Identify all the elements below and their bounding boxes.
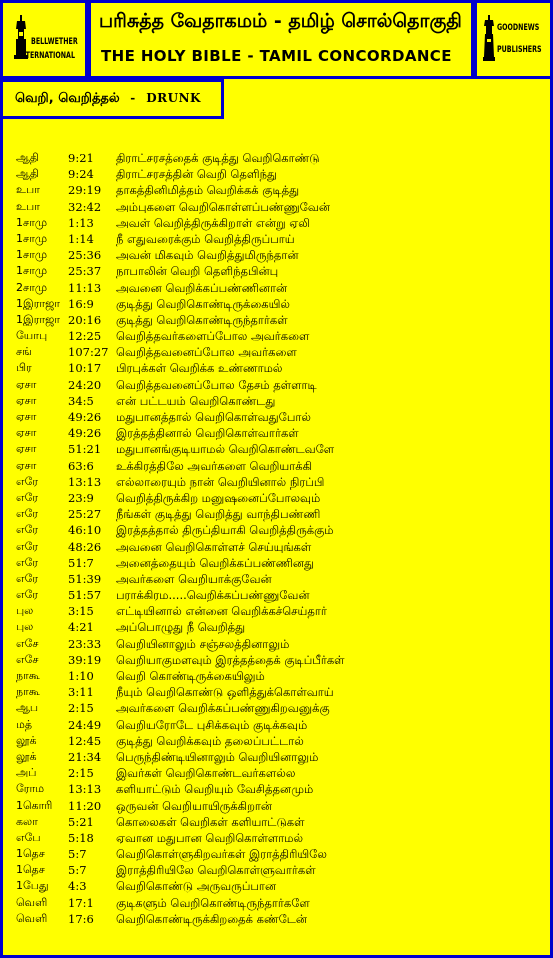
verse-reference: 10:17 — [68, 361, 102, 376]
verse-book: எரே — [16, 507, 39, 521]
verse-row — [16, 182, 546, 198]
verse-reference: 51:39 — [68, 571, 102, 586]
verse-text: வெறித்திருக்கிற மனுஷனைப்போலவும் — [116, 490, 321, 505]
verse-text: வெறித்தவனைப்போல அவர்களை — [116, 345, 297, 360]
goodnews-logo-box — [474, 0, 553, 79]
verse-reference: 9:21 — [68, 151, 94, 165]
verse-row — [16, 814, 546, 830]
verse-text: வெறிகொண்டு அருவருப்பான — [116, 879, 277, 894]
title-english: THE HOLY BIBLE - TAMIL CONCORDANCE — [101, 47, 452, 65]
verse-row — [16, 571, 546, 587]
verse-reference: 20:16 — [68, 312, 102, 327]
verse-text: வெறியினாலும் சஞ்சலத்தினாலும் — [116, 636, 290, 651]
verse-book: மத் — [16, 717, 33, 731]
verse-reference: 2:15 — [68, 701, 94, 716]
verse-reference: 51:57 — [68, 588, 102, 603]
verse-reference: 5:21 — [68, 814, 94, 829]
verse-reference: 12:25 — [68, 329, 102, 344]
verse-book: எரே — [16, 571, 39, 585]
verse-row — [16, 474, 546, 490]
verse-reference: 17:6 — [68, 911, 94, 926]
verse-reference: 1:10 — [68, 669, 94, 683]
verse-text: வெறியரோடே புசிக்கவும் குடிக்கவும் — [116, 717, 308, 732]
verse-reference: 29:19 — [68, 183, 102, 198]
verse-text: குடித்து வெறிகொண்டிருக்கையில் — [116, 296, 290, 311]
verse-row — [16, 700, 546, 716]
verse-book: ஏசா — [16, 442, 37, 456]
verse-row — [16, 231, 546, 247]
verse-reference: 49:26 — [68, 410, 102, 424]
verse-row — [16, 150, 546, 166]
verse-reference: 12:45 — [68, 733, 102, 748]
verse-text: மதுபானத்தால் வெறிகொள்வதுபோல் — [116, 410, 311, 424]
verse-book: அப் — [16, 766, 37, 780]
verse-book: ஏசா — [16, 393, 37, 407]
verse-text: இவர்கள் வெறிகொண்டவர்களல்ல — [116, 766, 296, 781]
verse-book: ஏசா — [16, 410, 37, 423]
verse-row — [16, 733, 546, 749]
verse-text: பிரபுக்கள் வெறிக்க உண்ணாமல் — [116, 361, 283, 376]
lighthouse-icon — [483, 15, 495, 61]
verse-text: மதுபானங்குடியாமல் வெறிகொண்டவளே — [116, 442, 335, 457]
verse-book: எரே — [16, 588, 39, 602]
verse-row — [16, 506, 546, 522]
bellwether-logo — [3, 3, 85, 76]
verse-row — [16, 652, 546, 668]
verse-text: குடித்து வெறிகொண்டிருந்தார்கள் — [116, 312, 288, 327]
verse-book: 1சாமு — [16, 215, 48, 229]
verse-text: திராட்சரசத்தைக் குடித்து வெறிகொண்டு — [116, 151, 320, 165]
logo-right-line1: GOODNEWS — [497, 23, 540, 33]
verse-book: 1கொரி — [16, 798, 53, 812]
verse-text: இரத்தத்தினால் வெறிகொள்வார்கள் — [116, 426, 299, 441]
logo-left-line2: INTERNATIONAL — [18, 51, 75, 61]
verse-row — [16, 328, 546, 344]
verse-text: அவள் வெறித்திருக்கிறாள் என்று ஏலி — [116, 215, 310, 230]
verse-book: 1சாமு — [16, 231, 48, 245]
verse-book: சங் — [16, 345, 32, 359]
verse-reference: 107:27 — [68, 345, 109, 360]
verse-book: 1சாமு — [16, 264, 48, 278]
verse-row — [16, 296, 546, 312]
verse-book: நாகூ — [16, 669, 40, 682]
verse-row — [16, 539, 546, 555]
goodnews-logo — [477, 3, 550, 76]
verse-book: கலா — [16, 814, 38, 828]
verse-row — [16, 798, 546, 814]
verse-row — [16, 312, 546, 328]
verse-row — [16, 199, 546, 215]
verse-text: அம்புகளை வெறிகொள்ளப்பண்ணுவேன் — [116, 199, 330, 214]
verse-reference: 51:21 — [68, 442, 102, 457]
verse-row — [16, 895, 546, 911]
verse-reference: 17:1 — [68, 895, 94, 910]
verse-text: களியாட்டும் வெறியும் வேசித்தனமும் — [116, 782, 314, 797]
verse-reference: 39:19 — [68, 652, 102, 667]
verse-book: வெளி — [16, 911, 48, 925]
verse-reference: 25:27 — [68, 507, 102, 522]
verse-row — [16, 458, 546, 474]
verse-row — [16, 247, 546, 263]
verse-reference: 5:7 — [68, 863, 87, 878]
verse-text: இரத்தத்தால் திருப்தியாகி வெறித்திருக்கும் — [116, 523, 334, 538]
verse-row — [16, 846, 546, 862]
verse-reference: 63:6 — [68, 458, 94, 473]
verse-text: தாகத்தினிமித்தம் வெறிக்கக் குடித்து — [116, 183, 300, 198]
verse-text: கொலைகள் வெறிகள் களியாட்டுகள் — [116, 814, 305, 829]
verse-row — [16, 862, 546, 878]
verse-list — [16, 150, 546, 927]
verse-text: அப்பொழுது நீ வெறித்து — [116, 620, 246, 635]
verse-book: நாகூ — [16, 685, 40, 699]
bellwether-logo-box — [0, 0, 88, 79]
verse-reference: 16:9 — [68, 296, 94, 311]
verse-book: ஏசா — [16, 377, 37, 391]
verse-book: ஏசா — [16, 426, 37, 440]
verse-row — [16, 781, 546, 797]
verse-row — [16, 603, 546, 619]
verse-row — [16, 166, 546, 182]
verse-book: பிர — [16, 361, 32, 375]
verse-book: உபா — [16, 183, 40, 197]
verse-row — [16, 749, 546, 765]
verse-book: எசே — [16, 652, 39, 666]
verse-row — [16, 555, 546, 571]
verse-row — [16, 280, 546, 296]
verse-text: வெறித்தவர்களைப்போல அவர்களை — [116, 329, 310, 344]
verse-row — [16, 441, 546, 457]
verse-book: 2சாமு — [16, 280, 48, 294]
verse-row — [16, 765, 546, 781]
verse-text: பெருந்திண்டியினாலும் வெறியினாலும் — [116, 749, 319, 764]
verse-reference: 13:13 — [68, 782, 102, 797]
verse-reference: 48:26 — [68, 539, 102, 554]
verse-text: ஒருவன் வெறியாயிருக்கிறான் — [116, 798, 273, 813]
verse-text: ஏவான மதுபான வெறிகொள்ளாமல் — [116, 830, 304, 845]
verse-reference: 2:15 — [68, 766, 94, 781]
verse-text: குடிகளும் வெறிகொண்டிருந்தார்களே — [116, 895, 310, 910]
verse-row — [16, 344, 546, 360]
verse-text: நீ எதுவரைக்கும் வெறித்திருப்பாய் — [116, 231, 295, 246]
topic-box — [0, 79, 224, 119]
verse-reference: 3:11 — [68, 685, 94, 700]
verse-reference: 51:7 — [68, 555, 94, 570]
verse-book: யோபு — [16, 329, 48, 343]
verse-text: உக்கிரத்திலே அவர்களை வெறியாக்கி — [116, 458, 312, 473]
verse-book: ஆதி — [16, 167, 39, 181]
verse-book: புல — [16, 604, 34, 618]
verse-reference: 24:20 — [68, 377, 102, 392]
verse-book: எரே — [16, 490, 39, 504]
verse-text: என் பட்டயம் வெறிகொண்டது — [116, 393, 276, 408]
verse-row — [16, 717, 546, 733]
verse-book: வெளி — [16, 895, 48, 909]
title-banner — [88, 0, 474, 79]
verse-book: ஆப — [16, 701, 39, 715]
verse-book: லூக் — [16, 733, 37, 747]
verse-row — [16, 377, 546, 393]
verse-reference: 34:5 — [68, 393, 94, 408]
verse-book: 1இராஜா — [16, 312, 61, 326]
verse-book: புல — [16, 620, 34, 634]
verse-reference: 46:10 — [68, 523, 102, 538]
verse-row — [16, 587, 546, 603]
verse-row — [16, 878, 546, 894]
verse-row — [16, 911, 546, 927]
verse-reference: 25:37 — [68, 264, 102, 279]
verse-book: எரே — [16, 523, 39, 537]
verse-reference: 25:36 — [68, 248, 102, 263]
verse-text: அவனை வெறிக்கப்பண்ணினான் — [116, 280, 288, 295]
verse-text: எட்டியினால் என்னை வெறிக்கச்செய்தார் — [116, 604, 327, 619]
verse-book: ஏசா — [16, 458, 37, 472]
verse-reference: 11:13 — [68, 280, 102, 295]
verse-book: எசே — [16, 636, 39, 650]
logo-left-line1: BELLWETHER — [31, 37, 78, 47]
verse-row — [16, 684, 546, 700]
logo-right-line2: PUBLISHERS — [497, 45, 542, 55]
verse-book: எபே — [16, 830, 41, 844]
verse-text: வெறியாகுமளவும் இரத்தத்தைக் குடிப்பீர்கள் — [116, 652, 345, 667]
verse-row — [16, 393, 546, 409]
verse-reference: 9:24 — [68, 167, 94, 182]
title-tamil: பரிசுத்த வேதாகமம் - தமிழ் சொல்தொகுதி — [99, 10, 462, 32]
verse-reference: 23:9 — [68, 490, 94, 505]
verse-reference: 4:21 — [68, 620, 94, 635]
verse-book: எரே — [16, 474, 39, 488]
verse-reference: 11:20 — [68, 798, 102, 813]
verse-text: வெறி கொண்டிருக்கையிலும் — [116, 669, 265, 683]
verse-reference: 21:34 — [68, 749, 102, 764]
verse-row — [16, 619, 546, 635]
verse-row — [16, 830, 546, 846]
verse-row — [16, 522, 546, 538]
verse-reference: 23:33 — [68, 636, 102, 651]
topic-english: DRUNK — [146, 91, 201, 105]
verse-reference: 13:13 — [68, 474, 102, 489]
verse-text: குடித்து வெறிக்கவும் தலைப்பட்டால் — [116, 733, 304, 748]
topic-tamil: வெறி, வெறித்தல் — [15, 91, 120, 106]
verse-text: எல்லாரையும் நான் வெறியினால் நிரப்பி — [116, 474, 325, 489]
verse-book: உபா — [16, 199, 40, 213]
verse-book: ஆதி — [16, 151, 39, 164]
verse-book: 1சாமு — [16, 248, 48, 262]
verse-text: அவர்களை வெறியாக்குவேன் — [116, 571, 272, 586]
verse-reference: 4:3 — [68, 879, 87, 894]
verse-book: 1இராஜா — [16, 296, 61, 310]
verse-reference: 24:49 — [68, 717, 102, 732]
verse-book: லூக் — [16, 749, 37, 763]
verse-text: பராக்கிரம.....வெறிக்கப்பண்ணுவேன் — [116, 588, 310, 603]
verse-row — [16, 490, 546, 506]
topic-heading — [15, 91, 201, 107]
verse-reference: 32:42 — [68, 199, 102, 214]
verse-row — [16, 360, 546, 376]
verse-book: 1பேது — [16, 879, 49, 893]
verse-reference: 49:26 — [68, 426, 102, 441]
verse-reference: 5:7 — [68, 847, 87, 862]
verse-text: நீங்கள் குடித்து வெறித்து வாந்திபண்ணி — [116, 507, 321, 522]
verse-book: 1தெச — [16, 863, 45, 877]
verse-text: வெறிகொண்டிருக்கிறதைக் கண்டேன் — [116, 911, 308, 926]
verse-text: நீயும் வெறிகொண்டு ஒளித்துக்கொள்வாய் — [116, 685, 334, 700]
verse-row — [16, 263, 546, 279]
verse-reference: 1:13 — [68, 215, 94, 230]
topic-separator: - — [130, 91, 136, 105]
verse-text: அவர்களை வெறிக்கப்பண்ணுகிறவனுக்கு — [116, 701, 330, 716]
verse-book: 1தெச — [16, 847, 45, 861]
verse-text: இராத்திரியிலே வெறிகொள்ளுவார்கள் — [116, 863, 316, 878]
verse-book: எரே — [16, 555, 39, 569]
verse-row — [16, 409, 546, 425]
verse-text: திராட்சரசத்தின் வெறி தெளிந்து — [116, 167, 277, 182]
verse-text: அவன் மிகவும் வெறித்துமிருந்தான் — [116, 248, 299, 263]
verse-book: ரோம — [16, 782, 45, 796]
verse-text: அனைத்தையும் வெறிக்கப்பண்ணினது — [116, 555, 314, 570]
verse-row — [16, 636, 546, 652]
verse-text: வெறிகொள்ளுகிறவர்கள் இராத்திரியிலே — [116, 847, 327, 862]
verse-reference: 3:15 — [68, 604, 94, 619]
verse-row — [16, 425, 546, 441]
verse-row — [16, 215, 546, 231]
verse-reference: 5:18 — [68, 830, 94, 845]
verse-text: வெறித்தவனைப்போல தேசம் தள்ளாடி — [116, 377, 317, 392]
verse-reference: 1:14 — [68, 231, 94, 246]
verse-text: அவனை வெறிகொள்ளச் செய்யுங்கள் — [116, 539, 312, 554]
verse-row — [16, 668, 546, 684]
verse-book: எரே — [16, 539, 39, 553]
verse-text: நாபாலின் வெறி தெளிந்தபின்பு — [116, 264, 279, 279]
